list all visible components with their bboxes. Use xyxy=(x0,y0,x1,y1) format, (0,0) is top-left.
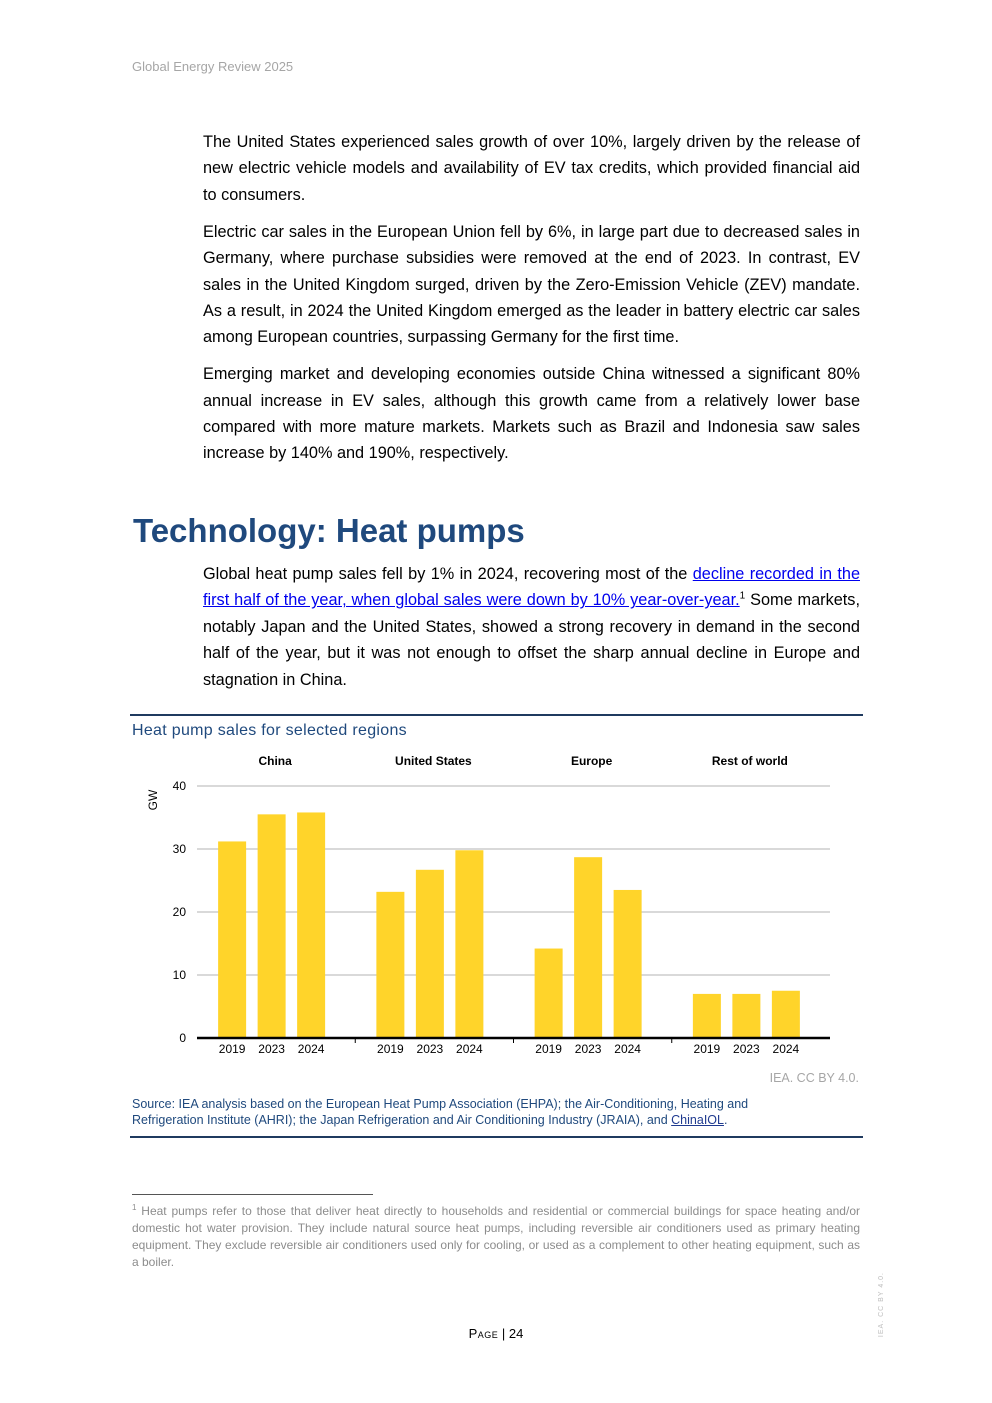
footnote-text: Heat pumps refer to those that deliver heat directly to households and residential or commercial buildings for space heating and/or domestic hot water provision. They include natural source heat pumps, including reversible air conditioners used as primary heating equipment. They exclude reversible air conditioners used only for cooling, or used as a complement to other heating equipment, such as a boiler. xyxy=(132,1204,860,1269)
chart-credit: IEA. CC BY 4.0. xyxy=(769,1071,859,1085)
body-text-top xyxy=(203,129,860,477)
x-tick-label: 2019 xyxy=(218,1042,246,1056)
footnote-ref[interactable]: 1 xyxy=(739,590,746,602)
body-text-heat-pumps xyxy=(203,561,860,704)
x-tick-label: 2023 xyxy=(258,1042,285,1056)
bar xyxy=(297,812,325,1038)
panel-title: Rest of world xyxy=(711,754,788,768)
y-axis-label: GW xyxy=(146,789,160,811)
footnote-rule xyxy=(132,1194,373,1195)
bar xyxy=(455,850,483,1038)
y-tick-label: 0 xyxy=(179,1031,186,1045)
x-tick-label: 2023 xyxy=(416,1042,444,1056)
bar xyxy=(258,814,286,1038)
x-tick-label: 2023 xyxy=(574,1042,602,1056)
page-number-value: 24 xyxy=(508,1326,524,1341)
page-separator: | xyxy=(498,1326,509,1341)
paragraph-eu-sales: Electric car sales in the European Union fell by 6%, in large part due to decreased sales in Germany, where purchase subsidies were removed at the end of 2023. In contrast, EV sales in the United Kingdom surged, driven by the Zero-Emission Vehicle (ZEV) mandate. As a result, in 2024 the United Kingdom emerged as the leader in battery electric car sales among European countries, surpassing Germany for the first time. xyxy=(203,222,860,347)
y-tick-label: 40 xyxy=(172,779,186,793)
paragraph-text-start: Global heat pump sales fell by 1% in 2024, recovering most of the xyxy=(203,565,693,583)
footnote xyxy=(132,1203,860,1271)
bar xyxy=(732,994,760,1038)
page-number xyxy=(0,1326,992,1341)
page-label: Page xyxy=(468,1326,499,1341)
x-tick-label: 2024 xyxy=(772,1042,800,1056)
side-credit: IEA. CC BY 4.0. xyxy=(878,1272,885,1338)
running-header: Global Energy Review 2025 xyxy=(132,59,294,74)
bar xyxy=(574,857,602,1038)
paragraph-emerging-markets: Emerging market and developing economies outside China witnessed a significant 80% annual increase in EV sales, although this growth came from a relatively lower base compared with more mature markets. Markets such as Brazil and Indonesia saw sales increase by 140% and 190%, respectively. xyxy=(203,365,860,463)
y-tick-label: 10 xyxy=(172,968,186,982)
bar xyxy=(693,994,721,1038)
chinaiol-link[interactable]: ChinaIOL xyxy=(671,1112,724,1127)
bar xyxy=(376,892,404,1038)
x-tick-label: 2019 xyxy=(693,1042,721,1056)
source-end: . xyxy=(723,1112,728,1127)
chart-top-rule xyxy=(130,714,863,716)
decline-link[interactable]: decline recorded in the first half of the year, when global sales were down by 10% year-over-year. xyxy=(203,565,860,610)
x-tick-label: 2024 xyxy=(456,1042,483,1056)
paragraph-us-sales: The United States experienced sales growth of over 10%, largely driven by the release of new electric vehicle models and availability of EV tax credits, which provided financial aid to consumers. xyxy=(203,133,860,204)
source-text: Source: IEA analysis based on the European Heat Pump Association (EHPA); the Air-Conditioning, Heating and Refrigeration Institute (AHRI); the Japan Refrigeration and Air Conditioning Industry (JRAIA), and xyxy=(132,1097,749,1127)
y-tick-label: 30 xyxy=(172,842,186,856)
chart-source xyxy=(132,1097,822,1128)
bar xyxy=(416,870,444,1038)
panel-title: United States xyxy=(395,754,472,768)
bar xyxy=(772,991,800,1038)
x-tick-label: 2024 xyxy=(297,1042,325,1056)
footnote-marker: 1 xyxy=(132,1203,137,1212)
bar xyxy=(614,890,642,1038)
x-tick-label: 2023 xyxy=(733,1042,760,1056)
paragraph-text-end: Some markets, notably Japan and the United States, showed a strong recovery in demand in the second half of the year, but it was not enough to offset the sharp annual decline in Europe and stagnation in China. xyxy=(203,591,860,689)
x-tick-label: 2019 xyxy=(535,1042,562,1056)
chart-bottom-rule xyxy=(130,1136,863,1138)
panel-title: Europe xyxy=(570,754,613,768)
section-title: Technology: Heat pumps xyxy=(133,512,525,549)
paragraph-heat-pump-sales xyxy=(203,561,860,693)
x-tick-label: 2024 xyxy=(614,1042,641,1056)
bar xyxy=(535,949,563,1038)
panel-title: China xyxy=(258,754,292,768)
bar xyxy=(218,841,246,1038)
x-tick-label: 2019 xyxy=(377,1042,404,1056)
y-tick-label: 20 xyxy=(172,905,186,919)
chart-title: Heat pump sales for selected regions xyxy=(132,722,407,739)
